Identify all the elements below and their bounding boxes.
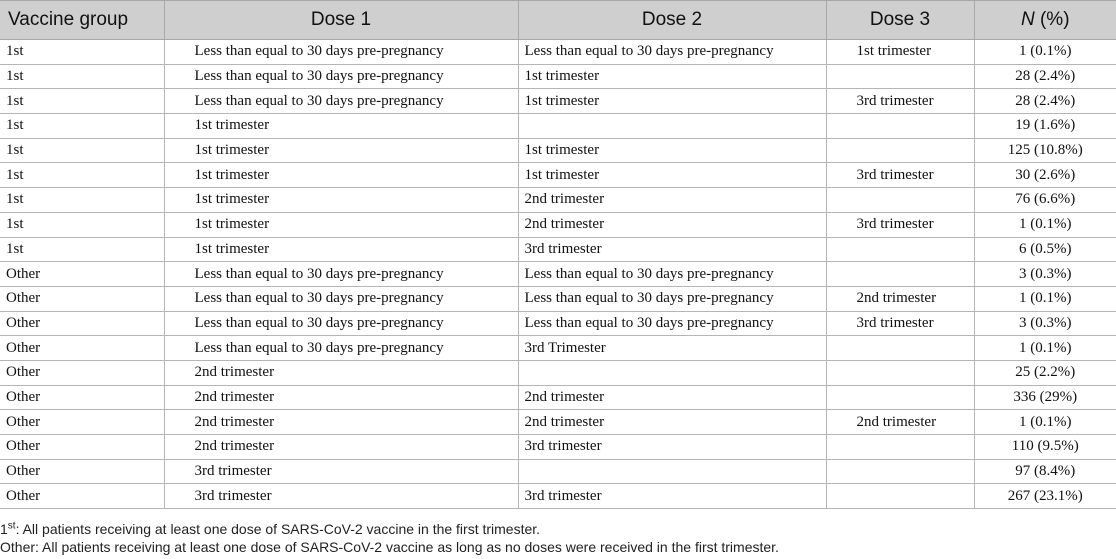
table-row bbox=[0, 286, 1116, 311]
cell-vaccine-group: 1st bbox=[0, 138, 164, 163]
cell-vaccine-group: Other bbox=[0, 336, 164, 361]
cell-dose-3: 3rd trimester bbox=[826, 89, 974, 114]
cell-vaccine-group: Other bbox=[0, 484, 164, 509]
cell-dose-2: 3rd trimester bbox=[518, 435, 826, 460]
cell-dose-1: Less than equal to 30 days pre-pregnancy bbox=[164, 64, 518, 89]
cell-dose-2: 2nd trimester bbox=[518, 385, 826, 410]
table-row bbox=[0, 138, 1116, 163]
header-row bbox=[0, 1, 1116, 40]
cell-n-percent: 1 (0.1%) bbox=[974, 212, 1116, 237]
cell-dose-2: 3rd trimester bbox=[518, 237, 826, 262]
cell-vaccine-group: Other bbox=[0, 262, 164, 287]
cell-n-percent: 6 (0.5%) bbox=[974, 237, 1116, 262]
table-row bbox=[0, 484, 1116, 509]
cell-n-percent: 1 (0.1%) bbox=[974, 40, 1116, 65]
table-body bbox=[0, 40, 1116, 509]
cell-n-percent: 1 (0.1%) bbox=[974, 336, 1116, 361]
cell-dose-3 bbox=[826, 484, 974, 509]
cell-dose-1: Less than equal to 30 days pre-pregnancy bbox=[164, 286, 518, 311]
cell-dose-3: 3rd trimester bbox=[826, 212, 974, 237]
cell-dose-1: 3rd trimester bbox=[164, 484, 518, 509]
cell-dose-2: Less than equal to 30 days pre-pregnancy bbox=[518, 262, 826, 287]
cell-dose-3 bbox=[826, 114, 974, 139]
table-row bbox=[0, 64, 1116, 89]
table-row bbox=[0, 212, 1116, 237]
cell-n-percent: 3 (0.3%) bbox=[974, 311, 1116, 336]
cell-dose-2 bbox=[518, 360, 826, 385]
cell-n-percent: 28 (2.4%) bbox=[974, 64, 1116, 89]
cell-dose-1: 1st trimester bbox=[164, 212, 518, 237]
cell-n-percent: 336 (29%) bbox=[974, 385, 1116, 410]
cell-vaccine-group: 1st bbox=[0, 212, 164, 237]
cell-dose-2: Less than equal to 30 days pre-pregnancy bbox=[518, 311, 826, 336]
cell-dose-3 bbox=[826, 360, 974, 385]
table-row bbox=[0, 410, 1116, 435]
cell-vaccine-group: Other bbox=[0, 286, 164, 311]
cell-vaccine-group: 1st bbox=[0, 114, 164, 139]
cell-dose-1: 2nd trimester bbox=[164, 435, 518, 460]
table-row bbox=[0, 311, 1116, 336]
table-row bbox=[0, 262, 1116, 287]
table-row bbox=[0, 336, 1116, 361]
header-vaccine-group: Vaccine group bbox=[0, 1, 164, 40]
cell-dose-2: 2nd trimester bbox=[518, 410, 826, 435]
cell-dose-3: 3rd trimester bbox=[826, 163, 974, 188]
cell-dose-1: 2nd trimester bbox=[164, 385, 518, 410]
cell-dose-1: 2nd trimester bbox=[164, 360, 518, 385]
cell-dose-1: Less than equal to 30 days pre-pregnancy bbox=[164, 336, 518, 361]
cell-vaccine-group: 1st bbox=[0, 188, 164, 213]
header-dose-3: Dose 3 bbox=[826, 1, 974, 40]
cell-dose-1: 1st trimester bbox=[164, 188, 518, 213]
cell-n-percent: 19 (1.6%) bbox=[974, 114, 1116, 139]
cell-n-percent: 28 (2.4%) bbox=[974, 89, 1116, 114]
cell-dose-2: 3rd trimester bbox=[518, 484, 826, 509]
cell-dose-3 bbox=[826, 336, 974, 361]
cell-vaccine-group: Other bbox=[0, 311, 164, 336]
cell-dose-1: 3rd trimester bbox=[164, 459, 518, 484]
cell-vaccine-group: Other bbox=[0, 459, 164, 484]
footnote-first-text: : All patients receiving at least one dose of SARS-CoV-2 vaccine in the first trimester. bbox=[15, 521, 541, 537]
cell-n-percent: 25 (2.2%) bbox=[974, 360, 1116, 385]
cell-dose-2: Less than equal to 30 days pre-pregnancy bbox=[518, 40, 826, 65]
header-dose-1: Dose 1 bbox=[164, 1, 518, 40]
cell-dose-1: 1st trimester bbox=[164, 237, 518, 262]
cell-dose-1: 1st trimester bbox=[164, 138, 518, 163]
cell-dose-2: 1st trimester bbox=[518, 89, 826, 114]
cell-dose-2: 1st trimester bbox=[518, 163, 826, 188]
cell-n-percent: 110 (9.5%) bbox=[974, 435, 1116, 460]
cell-dose-1: 1st trimester bbox=[164, 163, 518, 188]
cell-vaccine-group: 1st bbox=[0, 64, 164, 89]
cell-vaccine-group: Other bbox=[0, 435, 164, 460]
cell-n-percent: 30 (2.6%) bbox=[974, 163, 1116, 188]
cell-dose-2: 2nd trimester bbox=[518, 212, 826, 237]
table-row bbox=[0, 360, 1116, 385]
cell-dose-3: 3rd trimester bbox=[826, 311, 974, 336]
cell-dose-3 bbox=[826, 459, 974, 484]
cell-n-percent: 1 (0.1%) bbox=[974, 410, 1116, 435]
cell-dose-1: 2nd trimester bbox=[164, 410, 518, 435]
cell-vaccine-group: 1st bbox=[0, 89, 164, 114]
table-row bbox=[0, 114, 1116, 139]
cell-dose-2 bbox=[518, 459, 826, 484]
cell-dose-1: Less than equal to 30 days pre-pregnancy bbox=[164, 40, 518, 65]
cell-dose-2 bbox=[518, 114, 826, 139]
cell-dose-2: 1st trimester bbox=[518, 138, 826, 163]
cell-n-percent: 125 (10.8%) bbox=[974, 138, 1116, 163]
header-n-italic: N bbox=[1020, 9, 1035, 30]
table-row bbox=[0, 188, 1116, 213]
table-header bbox=[0, 1, 1116, 40]
cell-vaccine-group: Other bbox=[0, 360, 164, 385]
table-row bbox=[0, 163, 1116, 188]
cell-dose-3: 1st trimester bbox=[826, 40, 974, 65]
cell-n-percent: 97 (8.4%) bbox=[974, 459, 1116, 484]
table-row bbox=[0, 40, 1116, 65]
cell-dose-3: 2nd trimester bbox=[826, 410, 974, 435]
header-n-suffix: (%) bbox=[1034, 9, 1070, 30]
table-row bbox=[0, 459, 1116, 484]
footnote-other: Other: All patients receiving at least one dose of SARS-CoV-2 vaccine as long as no doses were received in the first trimester. bbox=[0, 539, 779, 555]
footnote-first-base: 1 bbox=[0, 521, 8, 537]
cell-n-percent: 1 (0.1%) bbox=[974, 286, 1116, 311]
cell-n-percent: 3 (0.3%) bbox=[974, 262, 1116, 287]
table-row bbox=[0, 385, 1116, 410]
cell-dose-3 bbox=[826, 385, 974, 410]
cell-dose-2: Less than equal to 30 days pre-pregnancy bbox=[518, 286, 826, 311]
cell-n-percent: 267 (23.1%) bbox=[974, 484, 1116, 509]
cell-dose-2: 2nd trimester bbox=[518, 188, 826, 213]
cell-dose-3: 2nd trimester bbox=[826, 286, 974, 311]
cell-dose-3 bbox=[826, 138, 974, 163]
cell-dose-1: Less than equal to 30 days pre-pregnancy bbox=[164, 311, 518, 336]
footnote-first-sup: st bbox=[7, 520, 16, 532]
cell-dose-2: 3rd Trimester bbox=[518, 336, 826, 361]
cell-dose-3 bbox=[826, 435, 974, 460]
cell-vaccine-group: Other bbox=[0, 385, 164, 410]
cell-dose-2: 1st trimester bbox=[518, 64, 826, 89]
header-n-percent bbox=[974, 1, 1116, 40]
cell-dose-3 bbox=[826, 64, 974, 89]
cell-dose-1: Less than equal to 30 days pre-pregnancy bbox=[164, 89, 518, 114]
cell-vaccine-group: 1st bbox=[0, 237, 164, 262]
cell-dose-1: Less than equal to 30 days pre-pregnancy bbox=[164, 262, 518, 287]
cell-vaccine-group: 1st bbox=[0, 163, 164, 188]
header-dose-2: Dose 2 bbox=[518, 1, 826, 40]
cell-dose-3 bbox=[826, 237, 974, 262]
table-row bbox=[0, 435, 1116, 460]
cell-dose-3 bbox=[826, 262, 974, 287]
table-row bbox=[0, 89, 1116, 114]
cell-n-percent: 76 (6.6%) bbox=[974, 188, 1116, 213]
footnotes bbox=[0, 520, 779, 556]
footnote-first bbox=[0, 520, 779, 538]
cell-dose-1: 1st trimester bbox=[164, 114, 518, 139]
cell-vaccine-group: Other bbox=[0, 410, 164, 435]
cell-vaccine-group: 1st bbox=[0, 40, 164, 65]
cell-dose-3 bbox=[826, 188, 974, 213]
table-row bbox=[0, 237, 1116, 262]
